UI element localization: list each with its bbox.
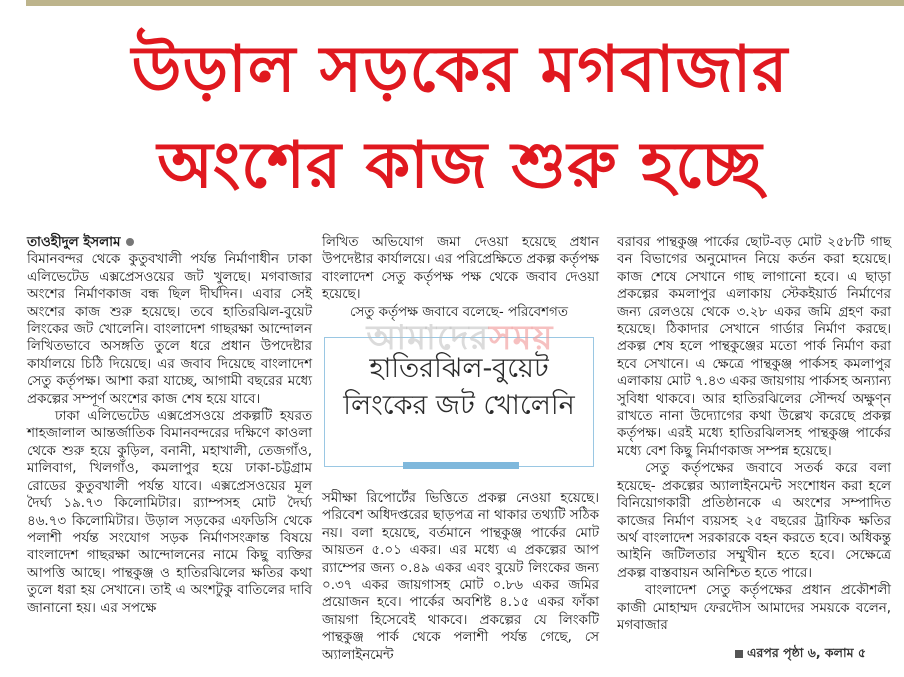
- col2-paragraph-3: সমীক্ষা রিপোর্টের ভিত্তিতে প্রকল্প নেওয়া হয়েছে। পরিবেশ অধিদপ্তরের ছাড়পত্র না থাকার তথ্যটি সঠিক নয়। বলা হয়েছে, বর্তমানে পান্থকুঞ্জ পার্কের মোট আয়তন ৫.০১ একর। এর মধ্যে এ প্রকল্পের আপ র‌্যাম্পের জন্য ০.৪৯ একর এবং বুয়েট লিংকের জন্য ০.৩৭ একর জায়গাসহ মোট ০.৮৬ একর জমির প্রয়োজন হবে। পার্কের অবশিষ্ট ৪.১৫ একর ফাঁকা জায়গা হিসেবেই থাকবে। প্রকল্পের যে লিংকটি পান্থকুঞ্জ পার্ক থেকে পলাশী পর্যন্ত গেছে, সে অ্যালাইনমেন্ট: [322, 491, 599, 663]
- col3-paragraph-1: বরাবর পান্থকুঞ্জ পার্কের ছোট-বড় মোট ২৫৮টি গাছ বন বিভাগের অনুমোদন নিয়ে কর্তন করা হয়েছে। কাজ শেষে সেখানে গাছ লাগানো হবে। এ ছাড়া প্রকল্পের কমলাপুর এলাকায় স্টেকইয়ার্ড নির্মাণের জন্য রেলওয়ে থেকে ৩.২৮ একর জমি গ্রহণ করা হয়েছে। ঠিকাদার সেখানে গার্ডার নির্মাণ করছে। প্রকল্প শেষ হলে পান্থকুঞ্জের মতো পার্ক নির্মাণ করা হবে সেখানে। এ ক্ষেত্রে পান্থকুঞ্জ পার্কসহ কমলাপুর এলাকায় মোট ৭.৪৩ একর জায়গায় পার্কসহ অন্যান্য সুবিধা থাকবে। আর হাতিরঝিলের সৌন্দর্য অক্ষুণ্ন রাখতে নানা উদ্যোগের কথা উল্লেখ করেছে প্রকল্প কর্তৃপক্ষ। এরই মধ্যে হাতিরঝিলসহ পান্থকুঞ্জ পার্কের মধ্যে বেশ কিছু নির্মাণকাজ সম্পন্ন হয়েছে।: [617, 235, 891, 459]
- article-column-1: [27, 234, 312, 617]
- col3-paragraph-2: সেতু কর্তৃপক্ষের জবাবে সতর্ক করে বলা হয়েছে- প্রকল্পের অ্যালাইনমেন্ট সংশোধন করা হলে বিনিয়োগকারী প্রতিষ্ঠানকে এ অংশের সম্পাদিত কাজের নির্মাণ ব্যয়সহ ২৫ বছরের ট্রাফিক ক্ষতির অর্থ বাংলাদেশ সরকারকে বহন করতে হবে। অধিকন্তু আইনি জটিলতার সম্মুখীন হতে হবে। সেক্ষেত্রে প্রকল্প বাস্তবায়ন অনিশ্চিত হতে পারে।: [617, 461, 891, 581]
- headline-line-2: অংশের কাজ শুরু হচ্ছে: [157, 129, 763, 203]
- article-column-3: [617, 234, 891, 634]
- col3-paragraph-3: বাংলাদেশ সেতু কর্তৃপক্ষের প্রধান প্রকৌশলী কাজী মোহাম্মদ ফেরদৌস আমাদের সময়কে বলেন, মগবাজার: [617, 583, 891, 633]
- pull-quote: হাতিরঝিল-বুয়েট লিংকের জট খোলেনি: [343, 353, 575, 421]
- watermark-part-1: আমাদের: [366, 318, 490, 358]
- continuation-text: এরপর পৃষ্ঠা ৬, কলাম ৫: [747, 645, 867, 660]
- col2-paragraph-1: লিখিত অভিযোগ জমা দেওয়া হয়েছে প্রধান উপদেষ্টার কার্যালয়ে। এর পরিপ্রেক্ষিতে প্রকল্প কর্তৃপক্ষ বাংলাদেশ সেতু কর্তৃপক্ষ পক্ষ থেকে জবাব দেওয়া হয়েছে।: [322, 235, 599, 303]
- article-column-2-lower: [322, 490, 599, 664]
- col1-paragraph-2: ঢাকা এলিভেটেড এক্সপ্রেসওয়ে প্রকল্পটি হযরত শাহজালাল আন্তর্জাতিক বিমানবন্দরের দক্ষিণে কাওলা থেকে শুরু হয়ে কুড়িল, বনানী, মহাখালী, তেজগাঁও, মালিবাগ, খিলগাঁও, কমলাপুর হয়ে ঢাকা-চট্টগ্রাম রোডের কুতুবখালী পর্যন্ত যাবে। এক্সপ্রেসওয়ের মূল দৈর্ঘ্য ১৯.৭৩ কিলোমিটার। র‌্যাম্পসহ মোট দৈর্ঘ্য ৪৬.৭৩ কিলোমিটার। উড়াল সড়কের এফডিসি থেকে পলাশী পর্যন্ত সংযোগ সড়ক নির্মাণসংক্রান্ত বিষয়ে বাংলাদেশ গাছরক্ষা আন্দোলনের নামে কিছু ব্যক্তির আপত্তি আছে। পান্থকুঞ্জ ও হাতিরঝিলের ক্ষতির কথা তুলে ধরা হয় সেখানে। তাই এ অংশটুকু বাতিলের দাবি জানানো হয়। এর সপক্ষে: [27, 409, 312, 616]
- col2-paragraph-2: সেতু কর্তৃপক্ষ জবাবে বলেছে- পরিবেশগত: [350, 304, 568, 320]
- headline: [60, 22, 860, 214]
- watermark-logo: [340, 312, 580, 369]
- col1-paragraph-1: বিমানবন্দর থেকে কুতুবখালী পর্যন্ত নির্মাণাধীন ঢাকা এলিভেটেড এক্সপ্রেসওয়ের জট খুলছে। মগবাজার অংশের নির্মাণকাজ বন্ধ ছিল দীর্ঘদিন। এবার সেই অংশের কাজ শুরু হয়েছে। তবে হাতিরঝিল-বুয়েট লিংকের জট খোলেনি। বাংলাদেশ গাছরক্ষা আন্দোলন লিখিতভাবে অসঙ্গতি তুলে ধরে প্রধান উপদেষ্টার কার্যালয়ে চিঠি দিয়েছে। এর জবাব দিয়েছে বাংলাদেশ সেতু কর্তৃপক্ষ। আশা করা যাচ্ছে, আগামী বছরের মধ্যে প্রকল্পের সম্পূর্ণ অংশের কাজ শেষ হয়ে যাবে।: [27, 252, 312, 407]
- top-rule: [26, 0, 904, 6]
- headline-line-1: উড়াল সড়কের মগবাজার: [131, 33, 789, 107]
- continuation-note: [735, 645, 866, 665]
- square-bullet-icon: [735, 650, 743, 658]
- watermark-part-2: সময়: [489, 318, 554, 358]
- byline: তাওহীদুল ইসলাম: [27, 235, 121, 250]
- article-column-2: [322, 234, 599, 321]
- bullet-icon: [126, 238, 134, 246]
- pull-quote-bar: [403, 462, 519, 469]
